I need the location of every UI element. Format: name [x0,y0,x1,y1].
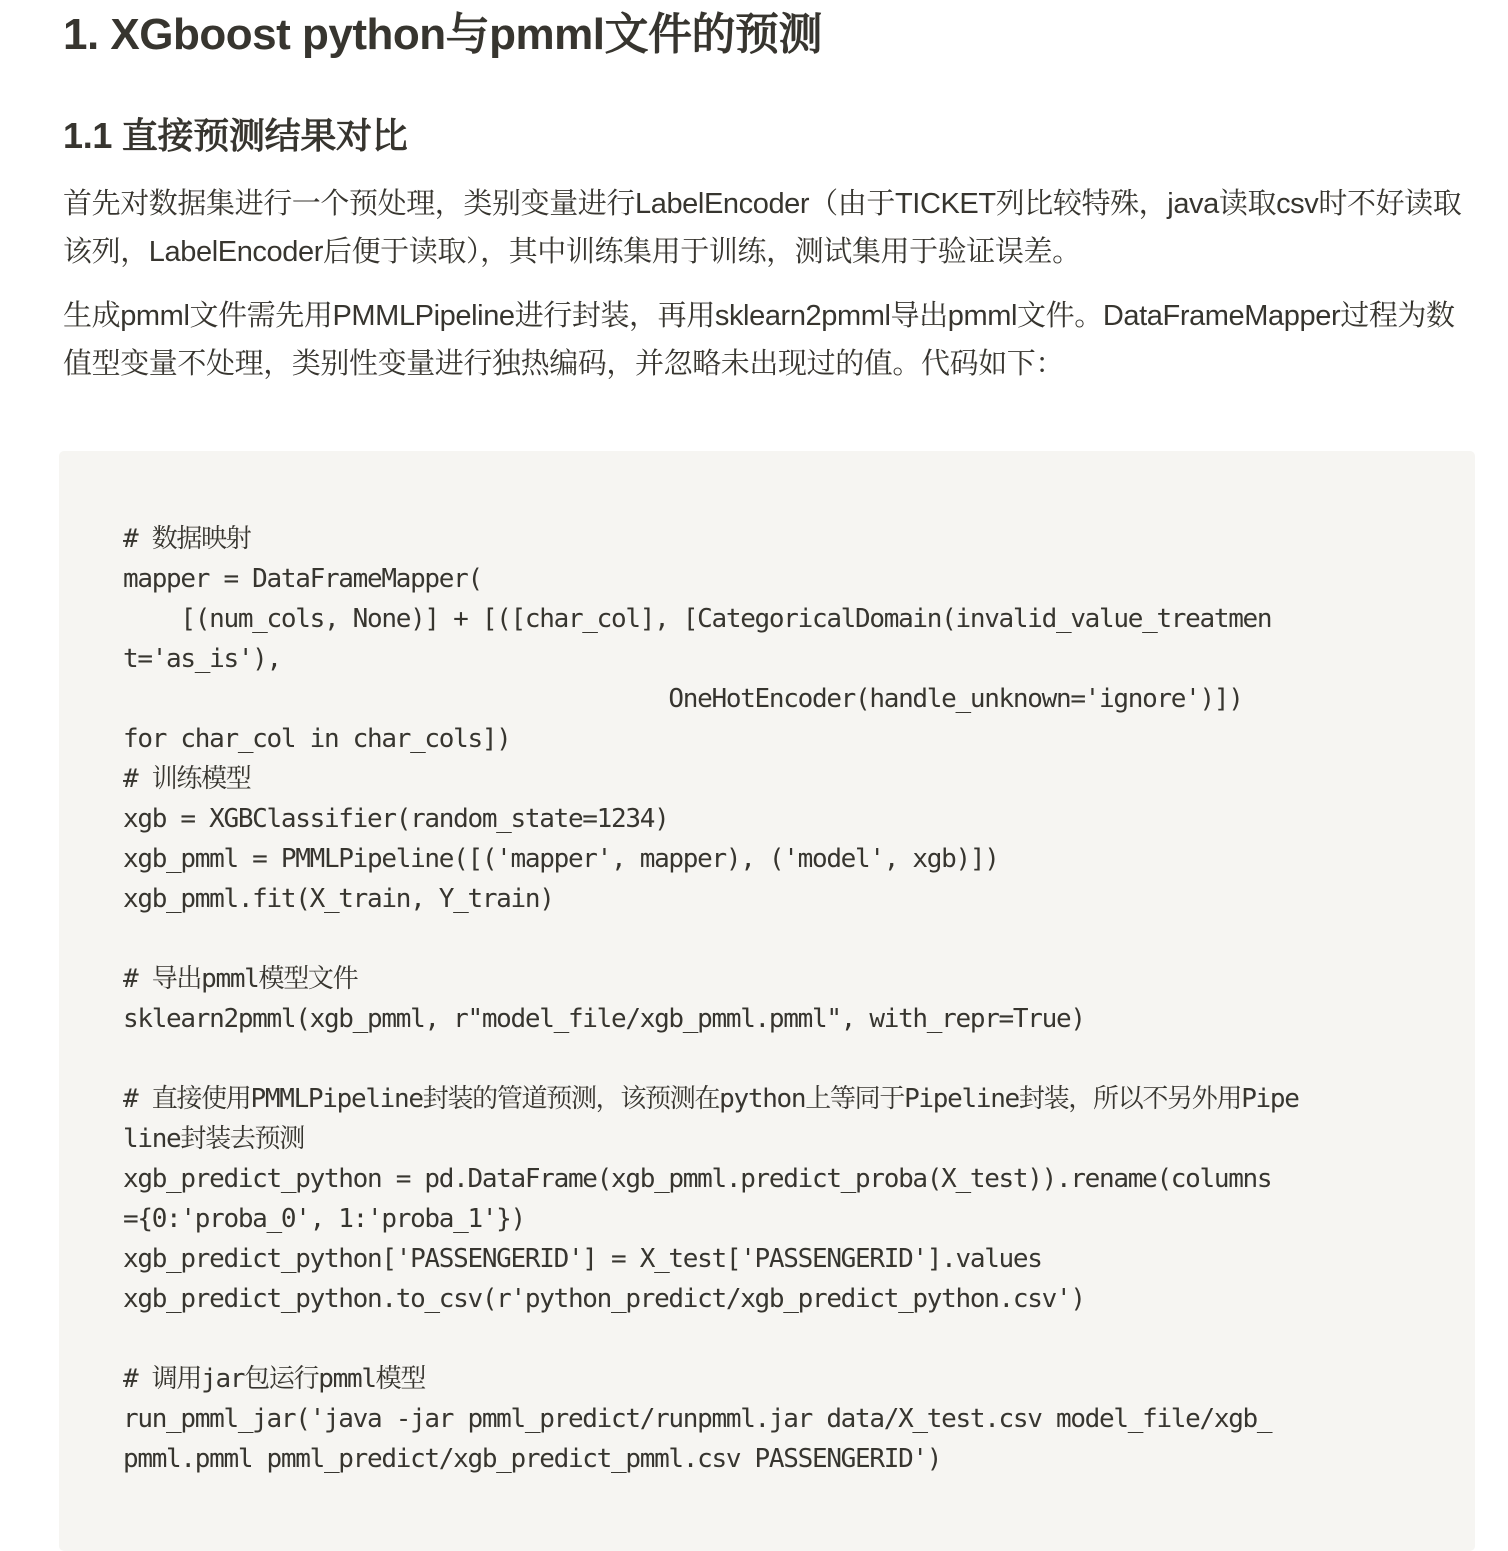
code-line: OneHotEncoder(handle_unknown='ignore')]) [123,684,1243,714]
code-line: xgb_pmml = PMMLPipeline([('mapper', mapper), ('model', xgb)]) [123,844,999,874]
code-line: xgb_predict_python = pd.DataFrame(xgb_pmml.predict_proba(X_test)).rename(columns [123,1164,1272,1194]
code-line: xgb_predict_python.to_csv(r'python_predict/xgb_predict_python.csv') [123,1284,1085,1314]
code-content[interactable] [123,519,1443,1479]
code-block[interactable] [59,451,1475,1551]
code-line: for char_col in char_cols]) [123,724,511,754]
code-comment: # 导出pmml模型文件 [123,964,358,994]
page-title: 1. XGboost python与pmml文件的预测 [63,10,822,59]
code-line: sklearn2pmml(xgb_pmml, r"model_file/xgb_pmml.pmml", with_repr=True) [123,1004,1085,1034]
code-comment: line封装去预测 [123,1124,304,1154]
code-line: run_pmml_jar('java -jar pmml_predict/runpmml.jar data/X_test.csv model_file/xgb_ [123,1404,1272,1434]
code-blank-line [123,919,1443,959]
code-line: xgb_pmml.fit(X_train, Y_train) [123,884,554,914]
code-line: xgb_predict_python['PASSENGERID'] = X_test['PASSENGERID'].values [123,1244,1042,1274]
code-blank-line [123,1039,1443,1079]
code-comment: # 调用jar包运行pmml模型 [123,1364,426,1394]
paragraph-preprocessing: 首先对数据集进行一个预处理，类别变量进行LabelEncoder（由于TICKET列比较特殊，java读取csv时不好读取该列，LabelEncoder后便于读取），其中训练集用于训练，测试集用于验证误差。 [63,188,1462,268]
code-blank-line [123,1319,1443,1359]
document-page [63,0,1475,1474]
code-line: [(num_cols, None)] + [([char_col], [CategoricalDomain(invalid_value_treatmen [123,604,1272,634]
code-line: pmml.pmml pmml_predict/xgb_predict_pmml.csv PASSENGERID') [123,1444,942,1474]
code-line: xgb = XGBClassifier(random_state=1234) [123,804,669,834]
paragraph-pmml-pipeline: 生成pmml文件需先用PMMLPipeline进行封装，再用sklearn2pmml导出pmml文件。DataFrameMapper过程为数值型变量不处理，类别性变量进行独热编码，并忽略未出现过的值。代码如下： [63,300,1455,380]
code-line: mapper = DataFrameMapper( [123,564,482,594]
code-comment: # 训练模型 [123,764,251,794]
code-comment: # 数据映射 [123,524,251,554]
code-comment: # 直接使用PMMLPipeline封装的管道预测，该预测在python上等同于Pipeline封装，所以不另外用Pipe [123,1084,1299,1114]
section-heading: 1.1 直接预测结果对比 [63,115,408,156]
code-line: ={0:'proba_0', 1:'proba_1'}) [123,1204,525,1234]
code-line: t='as_is'), [123,644,281,674]
